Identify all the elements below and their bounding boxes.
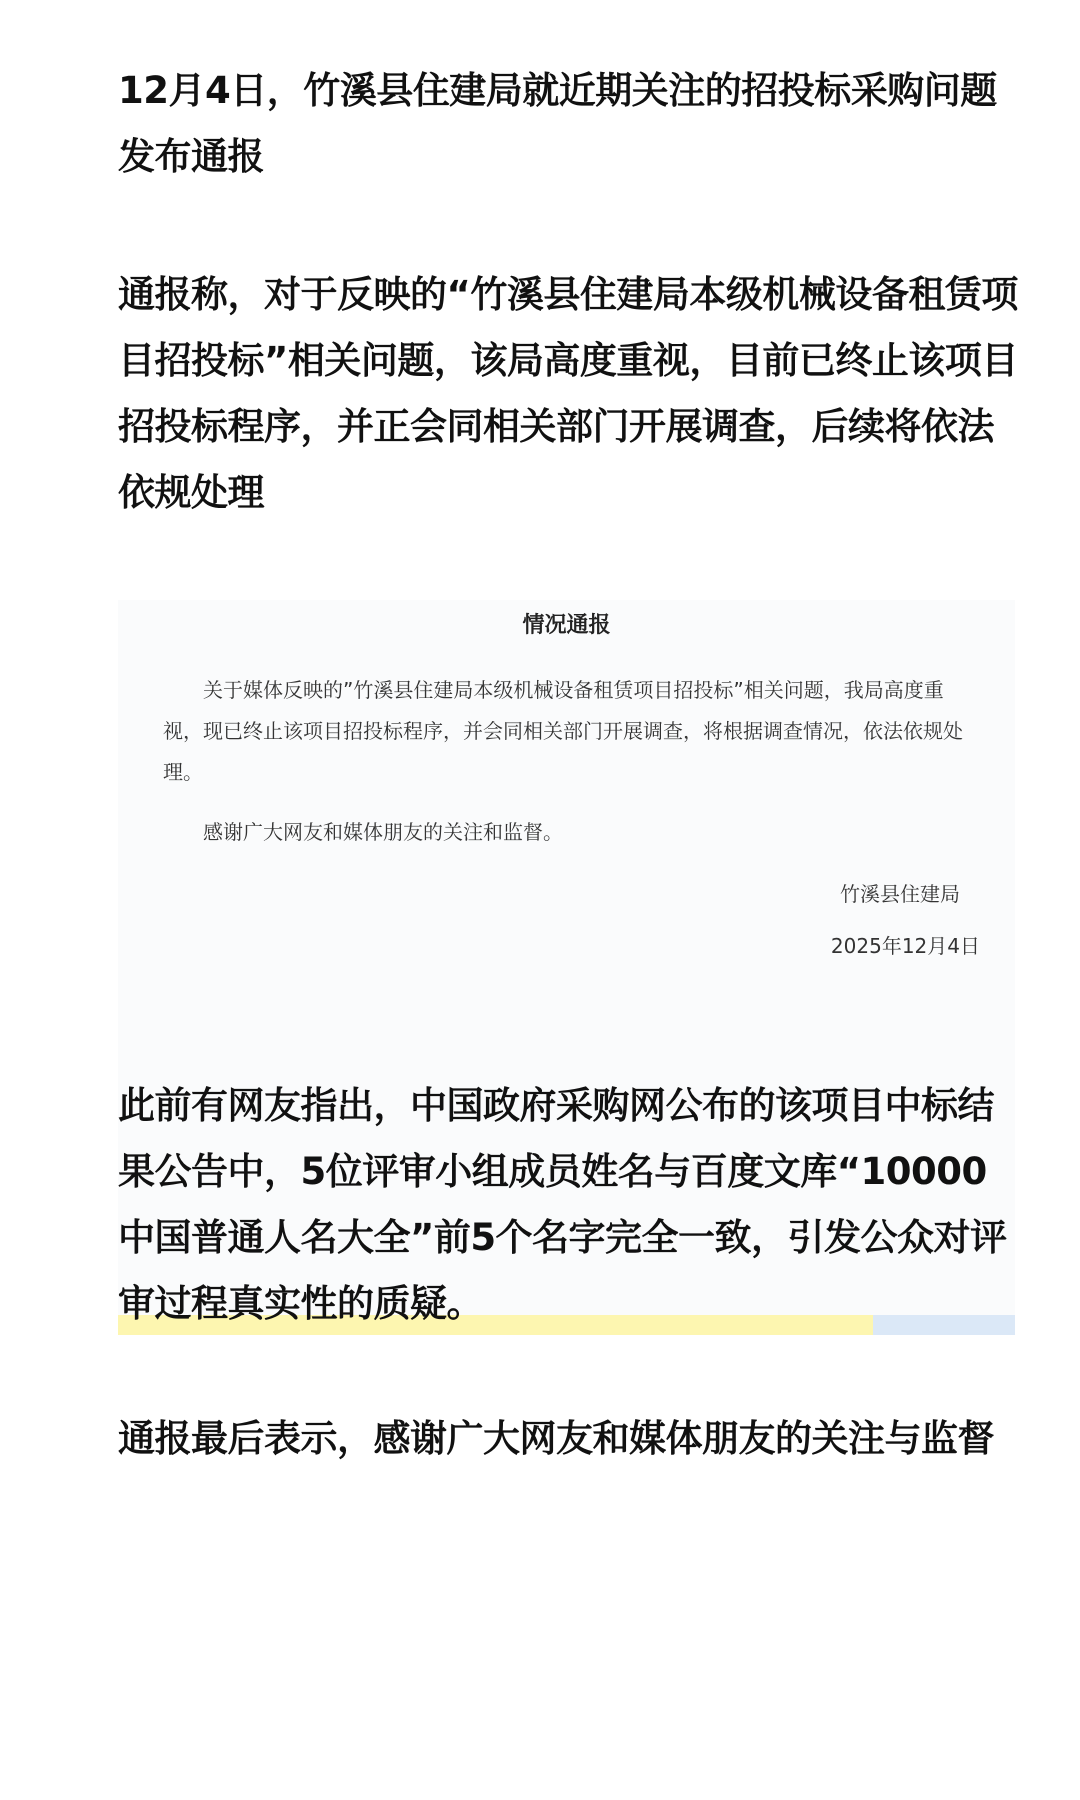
notice-date: 2025年12月4日 [830, 934, 980, 958]
notice-body: 关于媒体反映的”竹溪县住建局本级机械设备租赁项目招投标”相关问题，我局高度重视，现已终止该项目招投标程序，并会同相关部门开展调查，将根据调查情况，依法依规处理。 [163, 678, 963, 784]
notice-thanks: 感谢广大网友和媒体朋友的关注和监督。 [203, 820, 563, 844]
background-paragraph: 此前有网友指出，中国政府采购网公布的该项目中标结果公告中，5位评审小组成员姓名与百度文库“10000中国普通人名大全”前5个名字完全一致，引发公众对评审过程真实性的质疑。 [118, 1084, 1007, 1325]
headline-paragraph: 12月4日，竹溪县住建局就近期关注的招投标采购问题发布通报 [118, 69, 997, 178]
report-summary-paragraph: 通报称，对于反映的“竹溪县住建局本级机械设备租赁项目招投标”相关问题，该局高度重视，目前已终止该项目招投标程序，并正会同相关部门开展调查，后续将依法依规处理 [118, 273, 1018, 514]
notice-signature: 竹溪县住建局 [840, 882, 960, 906]
notice-title: 情况通报 [522, 613, 611, 638]
closing-paragraph: 通报最后表示，感谢广大网友和媒体朋友的关注与监督 [118, 1417, 994, 1460]
